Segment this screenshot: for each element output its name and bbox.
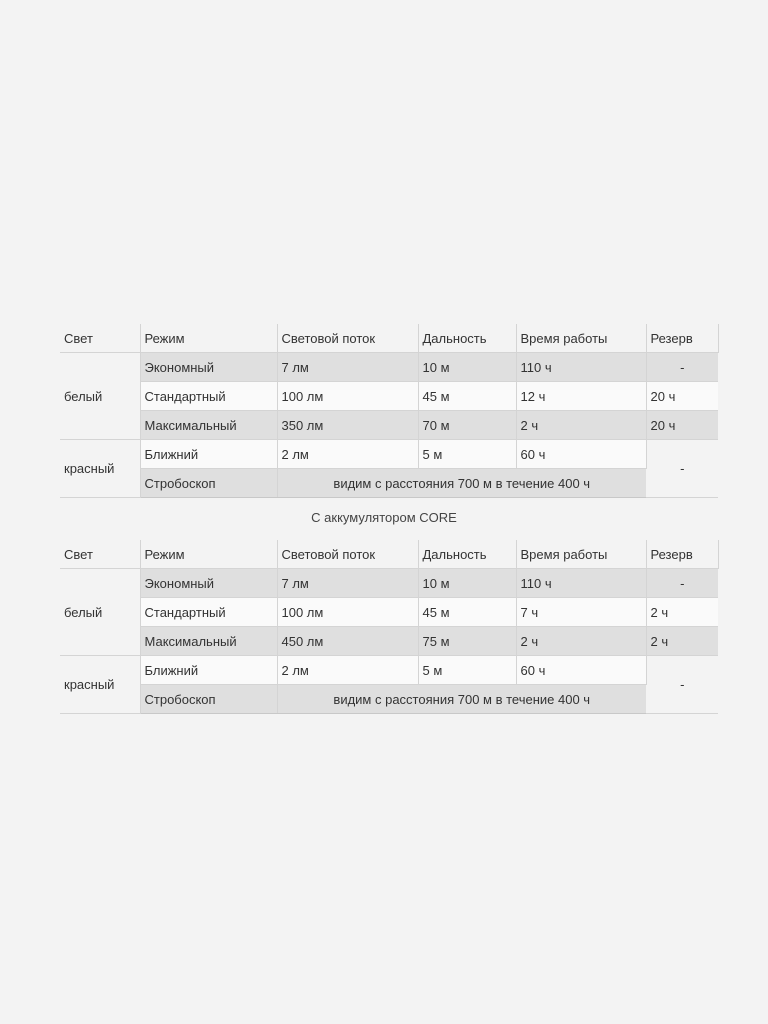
group-white-label: белый bbox=[60, 569, 140, 656]
table-row bbox=[60, 627, 718, 656]
mode-cell: Экономный bbox=[140, 353, 277, 382]
reserve-cell: - bbox=[646, 353, 718, 382]
header-range: Дальность bbox=[418, 540, 516, 569]
reserve-cell: 2 ч bbox=[646, 598, 718, 627]
header-flux: Световой поток bbox=[277, 324, 418, 353]
reserve-cell: 20 ч bbox=[646, 411, 718, 440]
range-cell: 75 м bbox=[418, 627, 516, 656]
table-row bbox=[60, 382, 718, 411]
mode-cell: Стробоскоп bbox=[140, 469, 277, 498]
header-flux: Световой поток bbox=[277, 540, 418, 569]
header-light: Свет bbox=[60, 540, 140, 569]
runtime-cell: 2 ч bbox=[516, 627, 646, 656]
mode-cell: Максимальный bbox=[140, 411, 277, 440]
header-reserve: Резерв bbox=[646, 324, 718, 353]
spec-table-core bbox=[60, 540, 719, 714]
spec-table-standard bbox=[60, 324, 719, 498]
table-row bbox=[60, 411, 718, 440]
runtime-cell: 110 ч bbox=[516, 353, 646, 382]
header-mode: Режим bbox=[140, 540, 277, 569]
header-runtime: Время работы bbox=[516, 540, 646, 569]
table-row bbox=[60, 685, 718, 714]
mode-cell: Стробоскоп bbox=[140, 685, 277, 714]
mode-cell: Экономный bbox=[140, 569, 277, 598]
table-row bbox=[60, 598, 718, 627]
reserve-cell: 20 ч bbox=[646, 382, 718, 411]
strobe-note: видим с расстояния 700 м в течение 400 ч bbox=[277, 685, 646, 714]
mode-cell: Стандартный bbox=[140, 598, 277, 627]
runtime-cell: 2 ч bbox=[516, 411, 646, 440]
flux-cell: 2 лм bbox=[277, 656, 418, 685]
range-cell: 5 м bbox=[418, 656, 516, 685]
header-range: Дальность bbox=[418, 324, 516, 353]
group-red-label: красный bbox=[60, 440, 140, 498]
range-cell: 45 м bbox=[418, 382, 516, 411]
flux-cell: 2 лм bbox=[277, 440, 418, 469]
reserve-cell: 2 ч bbox=[646, 627, 718, 656]
range-cell: 45 м bbox=[418, 598, 516, 627]
header-light: Свет bbox=[60, 324, 140, 353]
strobe-note: видим с расстояния 700 м в течение 400 ч bbox=[277, 469, 646, 498]
flux-cell: 100 лм bbox=[277, 382, 418, 411]
mode-cell: Ближний bbox=[140, 440, 277, 469]
range-cell: 10 м bbox=[418, 353, 516, 382]
table-row bbox=[60, 569, 718, 598]
runtime-cell: 7 ч bbox=[516, 598, 646, 627]
table-caption: С аккумулятором CORE bbox=[311, 510, 457, 525]
runtime-cell: 12 ч bbox=[516, 382, 646, 411]
flux-cell: 450 лм bbox=[277, 627, 418, 656]
mode-cell: Максимальный bbox=[140, 627, 277, 656]
range-cell: 5 м bbox=[418, 440, 516, 469]
table-row bbox=[60, 353, 718, 382]
flux-cell: 7 лм bbox=[277, 569, 418, 598]
flux-cell: 350 лм bbox=[277, 411, 418, 440]
runtime-cell: 60 ч bbox=[516, 656, 646, 685]
range-cell: 70 м bbox=[418, 411, 516, 440]
header-reserve: Резерв bbox=[646, 540, 718, 569]
table-row bbox=[60, 656, 718, 685]
mode-cell: Ближний bbox=[140, 656, 277, 685]
group-red-label: красный bbox=[60, 656, 140, 714]
table-row bbox=[60, 469, 718, 498]
group-white-label: белый bbox=[60, 353, 140, 440]
table-row bbox=[60, 440, 718, 469]
header-runtime: Время работы bbox=[516, 324, 646, 353]
flux-cell: 100 лм bbox=[277, 598, 418, 627]
runtime-cell: 60 ч bbox=[516, 440, 646, 469]
runtime-cell: 110 ч bbox=[516, 569, 646, 598]
mode-cell: Стандартный bbox=[140, 382, 277, 411]
reserve-cell: - bbox=[646, 440, 718, 498]
flux-cell: 7 лм bbox=[277, 353, 418, 382]
header-mode: Режим bbox=[140, 324, 277, 353]
reserve-cell: - bbox=[646, 569, 718, 598]
table-header-row bbox=[60, 540, 718, 569]
range-cell: 10 м bbox=[418, 569, 516, 598]
table-header-row bbox=[60, 324, 718, 353]
reserve-cell: - bbox=[646, 656, 718, 714]
